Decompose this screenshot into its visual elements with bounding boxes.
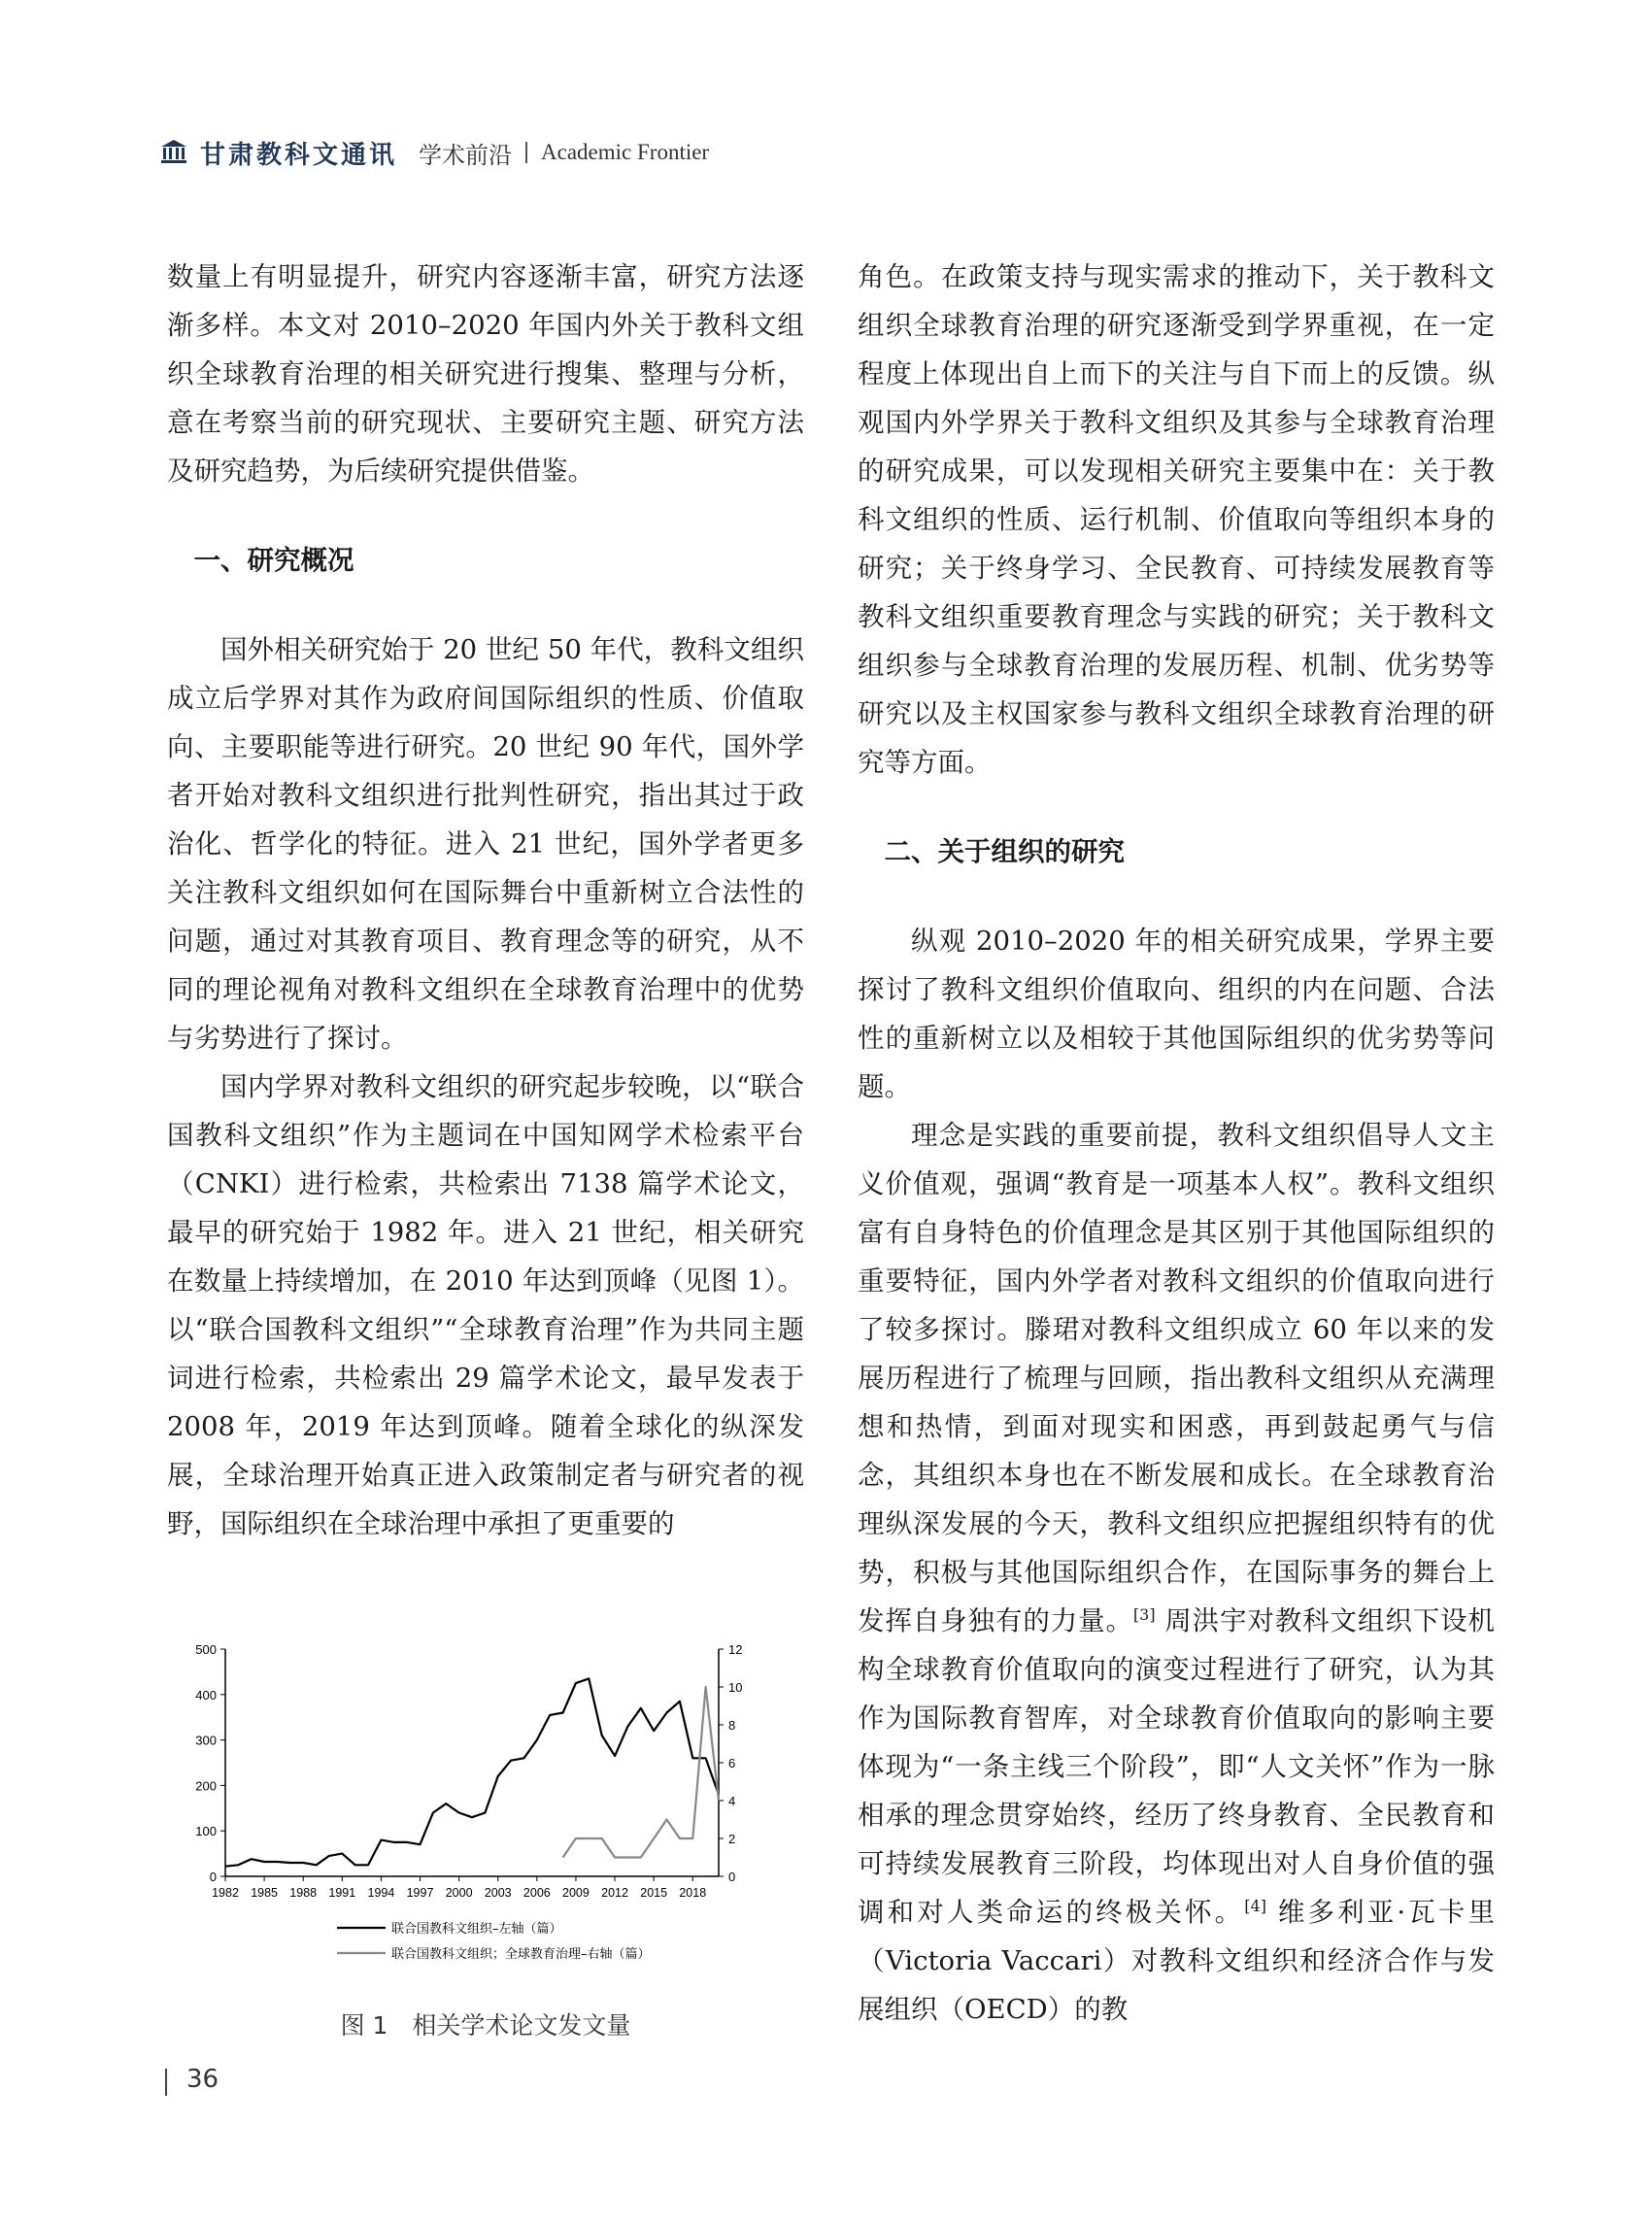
paragraph: 国内学界对教科文组织的研究起步较晚，以“联合国教科文组织”作为主题词在中国知网学术检索平台（CNKI）进行检索，共检索出 7138 篇学术论文，最早的研究始于 1982 年。进入 21 世纪，相关研究在数量上持续增加，在 2010 年达到顶峰（见图 1）。以“联合国教科文组织”“全球教育治理”作为共同主题词进行检索，共检索出 29 篇学术论文，最早发表于 2008 年，2019 年达到顶峰。随着全球化的纵深发展，全球治理开始真正进入政策制定者与研究者的视野，国际组织在全球治理中承担了更重要的 xyxy=(167,1071,804,1539)
right-y-tick-label: 4 xyxy=(728,1794,736,1808)
x-tick-label: 2009 xyxy=(562,1886,590,1900)
figure-1 xyxy=(167,1639,804,2057)
left-column xyxy=(167,253,804,1548)
page-header xyxy=(159,128,709,177)
x-tick-label: 1985 xyxy=(251,1886,279,1900)
right-y-tick-label: 6 xyxy=(728,1756,736,1770)
right-y-tick-label: 10 xyxy=(728,1680,743,1695)
paragraph: 纵观 2010–2020 年的相关研究成果，学界主要探讨了教科文组织价值取向、组织的内在问题、合法性的重新树立以及相较于其他国际组织的优劣势等问题。 xyxy=(858,926,1495,1102)
x-tick-label: 1994 xyxy=(367,1886,395,1900)
section-heading: 一、研究概况 xyxy=(193,545,354,576)
left-y-tick-label: 200 xyxy=(195,1778,217,1794)
x-tick-label: 2015 xyxy=(640,1886,668,1900)
x-tick-label: 2018 xyxy=(679,1886,707,1900)
series-line-2 xyxy=(563,1687,719,1858)
paragraph-text: 周洪宇对教科文组织下设机构全球教育价值取向的演变过程进行了研究，认为其作为国际教育智库，对全球教育价值取向的影响主要体现为“一条主线三个阶段”，即“人文关怀”作为一脉相承的理念贯穿始终，经历了终身教育、全民教育和可持续发展教育三阶段，均体现出对人自身价值的强调和对人类命运的终极关怀。 xyxy=(858,1605,1495,1928)
page-number: 36 xyxy=(186,2065,219,2094)
left-y-tick-label: 500 xyxy=(195,1642,217,1657)
citation-ref[interactable]: [3] xyxy=(1132,1604,1156,1624)
left-y-tick-label: 100 xyxy=(195,1824,217,1839)
section-name-cn: 学术前沿 xyxy=(419,141,513,169)
page-number-bar xyxy=(165,2069,167,2096)
right-y-tick-label: 0 xyxy=(728,1870,736,1884)
paragraph-text: 理念是实践的重要前提，教科文组织倡导人文主义价值观，强调“教育是一项基本人权”。教科文组织富有自身特色的价值理念是其区别于其他国际组织的重要特征，国内外学者对教科文组织的价值取向进行了较多探讨。滕珺对教科文组织成立 60 年以来的发展历程进行了梳理与回顾，指出教科文组织从充满理想和热情，到面对现实和困惑，再到鼓起勇气与信念，其组织本身也在不断发展和成长。在全球教育治理纵深发展的今天，教科文组织应把握组织特有的优势，积极与其他国际组织合作，在国际事务的舞台上发挥自身独有的力量。 xyxy=(858,1120,1495,1636)
paragraph: 国外相关研究始于 20 世纪 50 年代，教科文组织成立后学界对其作为政府间国际组织的性质、价值取向、主要职能等进行研究。20 世纪 90 年代，国外学者开始对教科文组织进行批判性研究，指出其过于政治化、哲学化的特征。进入 21 世纪，国外学者更多关注教科文组织如何在国际舞台中重新树立合法性的问题，通过对其教育项目、教育理念等的研究，从不同的理论视角对教科文组织在全球教育治理中的优势与劣势进行了探讨。 xyxy=(167,634,804,1054)
x-tick-label: 2006 xyxy=(523,1886,551,1900)
left-y-tick-label: 0 xyxy=(209,1870,217,1884)
x-tick-label: 1982 xyxy=(212,1886,239,1900)
legend-label: 联合国教科文组织–左轴（篇） xyxy=(391,1922,562,1937)
series-line-1 xyxy=(225,1678,719,1866)
x-tick-label: 2000 xyxy=(445,1886,473,1900)
paragraph: 角色。在政策支持与现实需求的推动下，关于教科文组织全球教育治理的研究逐渐受到学界重视，在一定程度上体现出自上而下的关注与自下而上的反馈。纵观国内外学界关于教科文组织及其参与全球教育治理的研究成果，可以发现相关研究主要集中在：关于教科文组织的性质、运行机制、价值取向等组织本身的研究；关于终身学习、全民教育、可持续发展教育等教科文组织重要教育理念与实践的研究；关于教科文组织参与全球教育治理的发展历程、机制、优劣势等研究以及主权国家参与教科文组织全球教育治理的研究等方面。 xyxy=(858,261,1495,778)
paragraph xyxy=(858,1111,1495,2034)
x-tick-label: 1988 xyxy=(289,1886,318,1900)
journal-name: 甘肃教科文通讯 xyxy=(200,140,398,170)
right-column xyxy=(858,253,1495,2034)
x-tick-label: 1997 xyxy=(406,1886,434,1900)
x-tick-label: 2012 xyxy=(601,1886,628,1900)
left-y-tick-label: 400 xyxy=(195,1687,217,1702)
right-y-tick-label: 12 xyxy=(728,1642,743,1657)
figure-caption: 图 1 相关学术论文发文量 xyxy=(340,2011,631,2040)
x-tick-label: 2003 xyxy=(484,1886,512,1900)
right-y-tick-label: 8 xyxy=(728,1718,736,1733)
left-y-tick-label: 300 xyxy=(195,1733,217,1748)
section-name-en: Academic Frontier xyxy=(541,140,710,164)
paragraph: 数量上有明显提升，研究内容逐渐丰富，研究方法逐渐多样。本文对 2010–2020 年国内外关于教科文组织全球教育治理的相关研究进行搜集、整理与分析，意在考察当前的研究现状、主要研究主题、研究方法及研究趋势，为后续研究提供借鉴。 xyxy=(167,261,804,487)
section-heading: 二、关于组织的研究 xyxy=(884,836,1125,867)
right-y-tick-label: 2 xyxy=(728,1832,736,1846)
citation-ref[interactable]: [4] xyxy=(1244,1896,1266,1915)
header-divider xyxy=(525,142,527,163)
x-tick-label: 1991 xyxy=(328,1886,356,1900)
journal-logo-icon xyxy=(159,138,188,167)
legend-label: 联合国教科文组织；全球教育治理–右轴（篇） xyxy=(391,1947,651,1962)
publication-count-chart xyxy=(167,1639,804,1999)
paragraph-text: 维多利亚·瓦卡里（Victoria Vaccari）对教科文组织和经济合作与发展组织（OECD）的教 xyxy=(858,1897,1496,2025)
